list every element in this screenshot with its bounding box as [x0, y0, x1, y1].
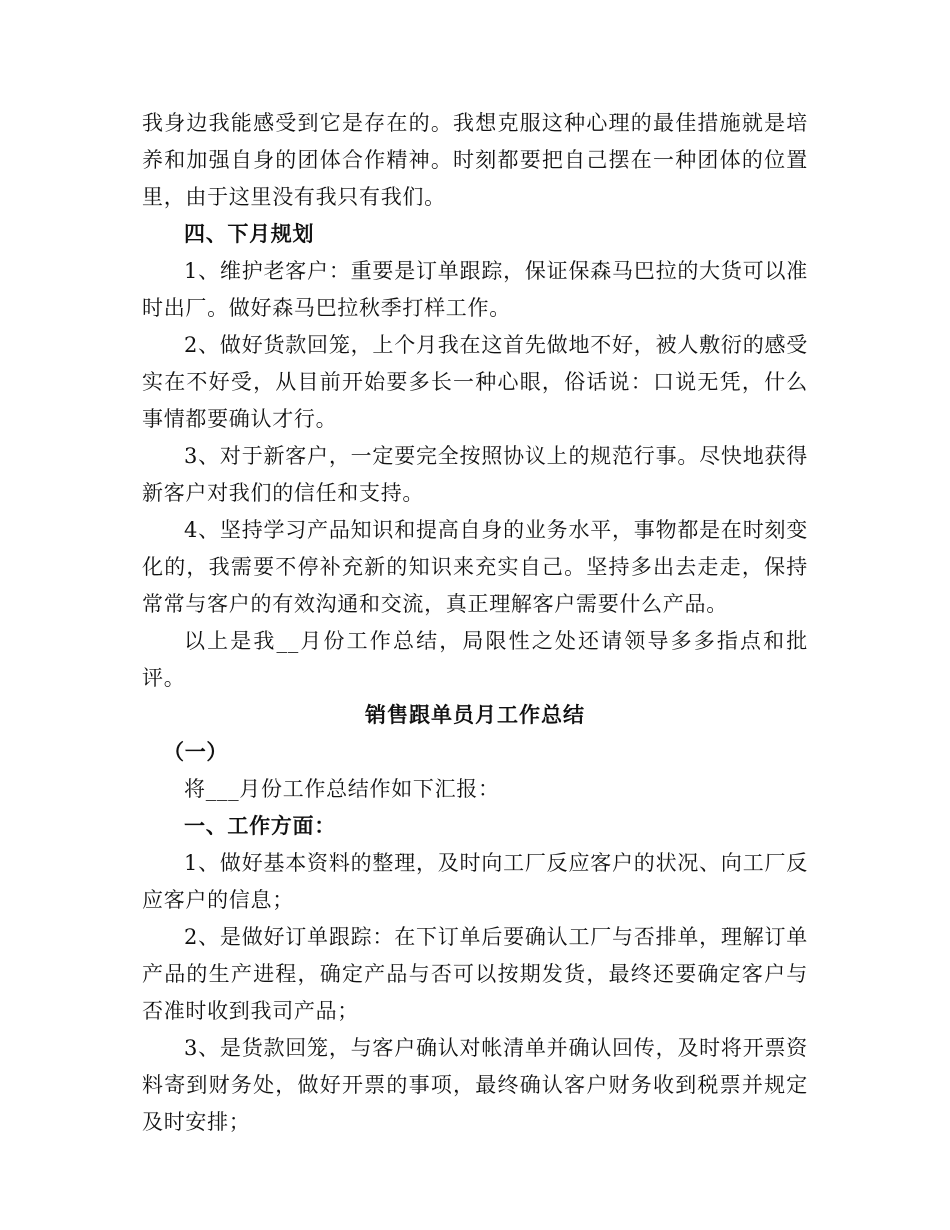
- section-heading: 四、下月规划: [184, 222, 315, 246]
- body-paragraph: 2、做好货款回笼，上个月我在这首先做地不好，被人敷衍的感受实在不好受，从目前开始要多长一种心眼，俗话说：口说无凭，什么事情都要确认才行。: [142, 333, 808, 431]
- body-paragraph: 3、是货款回笼，与客户确认对帐清单并确认回传，及时将开票资料寄到财务处，做好开票的事项，最终确认客户财务收到税票并规定及时安排；: [142, 1036, 808, 1134]
- body-paragraph: 2、是做好订单跟踪：在下订单后要确认工厂与否排单，理解订单产品的生产进程，确定产品与否可以按期发货，最终还要确定客户与否准时收到我司产品；: [142, 925, 808, 1023]
- body-paragraph: 以上是我__月份工作总结，局限性之处还请领导多多指点和批评。: [142, 629, 808, 690]
- body-paragraph: 3、对于新客户，一定要完全按照协议上的规范行事。尽快地获得新客户对我们的信任和支持。: [142, 444, 808, 505]
- body-paragraph: 1、做好基本资料的整理，及时向工厂反应客户的状况、向工厂反应客户的信息；: [142, 851, 808, 912]
- body-paragraph: 将___月份工作总结作如下汇报：: [184, 777, 500, 801]
- body-paragraph: 4、坚持学习产品知识和提高自身的业务水平，事物都是在时刻变化的，我需要不停补充新的知识来充实自己。坚持多出去走走，保持常常与客户的有效沟通和交流，真正理解客户需要什么产品。: [142, 518, 808, 616]
- body-paragraph: 1、维护老客户：重要是订单跟踪，保证保森马巴拉的大货可以准时出厂。做好森马巴拉秋季打样工作。: [142, 259, 808, 320]
- document-title: 销售跟单员月工作总结: [365, 703, 585, 727]
- document-page: [142, 105, 808, 1141]
- body-paragraph: 我身边我能感受到它是存在的。我想克服这种心理的最佳措施就是培养和加强自身的团体合作精神。时刻都要把自己摆在一种团体的位置里，由于这里没有我只有我们。: [142, 111, 808, 209]
- section-heading: （一）: [163, 740, 229, 764]
- section-heading: 一、工作方面：: [184, 814, 336, 838]
